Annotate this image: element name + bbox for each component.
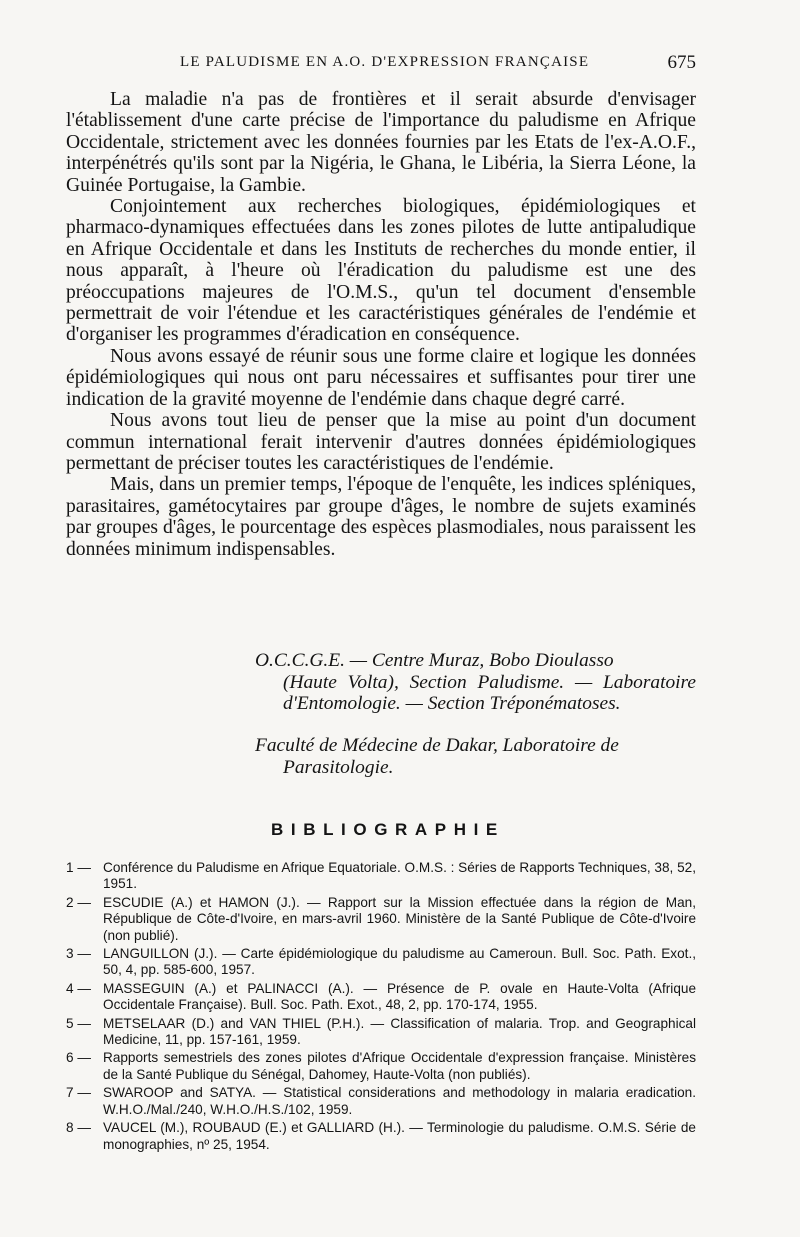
paragraph: La maladie n'a pas de frontières et il serait absurde d'envisager l'établissement d'une carte précise de l'importance du paludisme en Afrique Occidentale, strictement avec les données fournies par les Etats de l'ex-A.O.F., interpénétrés qu'ils sont par la Nigéria, le Ghana, le Libéria, la Sierra Léone, la Guinée Portugaise, la Gambie. — [66, 89, 696, 196]
entry-text: Rapports semestriels des zones pilotes d'Afrique Occidentale d'expression française. Ministères de la Santé Publique du Sénégal, Dahomey, Haute-Volta (non publiés). — [103, 1050, 696, 1082]
bibliography-entry — [66, 895, 696, 944]
bibliography-list — [66, 860, 696, 1155]
entry-number: 7 — — [66, 1085, 91, 1101]
body-text — [66, 89, 696, 560]
entry-number: 5 — — [66, 1015, 91, 1031]
entry-number: 2 — — [66, 894, 91, 910]
entry-number: 8 — — [66, 1120, 91, 1136]
bibliography-entry — [66, 860, 696, 893]
affiliation — [255, 735, 696, 778]
bibliography-entry — [66, 981, 696, 1014]
paragraph: Nous avons tout lieu de penser que la mise au point d'un document commun international ferait intervenir d'autres données épidémiologiques permettant de préciser toutes les caractéristiques de l'endémie. — [66, 410, 696, 474]
affiliation-first-line: O.C.C.G.E. — Centre Muraz, Bobo Dioulasso — [255, 650, 614, 671]
affiliation-continuation: Parasitologie. — [283, 756, 394, 778]
bibliography-entry — [66, 1085, 696, 1118]
entry-text: VAUCEL (M.), ROUBAUD (E.) et GALLIARD (H.). — Terminologie du paludisme. O.M.S. Série de monographies, nº 25, 1954. — [103, 1120, 696, 1152]
entry-text: METSELAAR (D.) and VAN THIEL (P.H.). — Classification of malaria. Trop. and Geographical Medicine, 11, pp. 157-161, 1959. — [103, 1015, 696, 1048]
entry-text: ESCUDIE (A.) et HAMON (J.). — Rapport sur la Mission effectuée dans la région de Man, République de Côte-d'Ivoire, en mars-avril 1960. Ministère de la Santé Publique de Côte-d'Ivoire (non publié). — [103, 894, 696, 943]
affiliation-continuation: (Haute Volta), Section Paludisme. — Laboratoire d'Entomologie. — Section Tréponématoses. — [283, 671, 696, 715]
running-title: LE PALUDISME EN A.O. D'EXPRESSION FRANÇAISE — [180, 54, 590, 70]
bibliography-entry — [66, 1120, 696, 1153]
bibliography-heading: BIBLIOGRAPHIE — [271, 820, 505, 839]
bibliography-entry — [66, 1050, 696, 1083]
bibliography-entry — [66, 946, 696, 979]
paragraph: Nous avons essayé de réunir sous une forme claire et logique les données épidémiologiques qui nous ont paru nécessaires et suffisantes pour tirer une indication de la gravité moyenne de l'endémie dans chaque degré carré. — [66, 345, 696, 410]
entry-text: Conférence du Paludisme en Afrique Equatoriale. O.M.S. : Séries de Rapports Techniques, 38, 52, 1951. — [103, 860, 696, 892]
running-header — [66, 52, 696, 76]
paragraph: Mais, dans un premier temps, l'époque de l'enquête, les indices spléniques, parasitaires, gamétocytaires par groupe d'âges, le nombre de sujets examinés par groupes d'âges, le pourcentage des espèces plasmodiales, nous paraissent les données minimum indispensables. — [66, 474, 696, 560]
entry-text: LANGUILLON (J.). — Carte épidémiologique du paludisme au Cameroun. Bull. Soc. Path. Exot., 50, 4, pp. 585-600, 1957. — [103, 946, 696, 978]
affiliation — [255, 650, 696, 715]
entry-number: 3 — — [66, 946, 91, 962]
bibliography-entry — [66, 1016, 696, 1049]
paragraph: Conjointement aux recherches biologiques, épidémiologiques et pharmaco-dynamiques effectuées dans les zones pilotes de lutte antipaludique en Afrique Occidentale et dans les Instituts de recherches du monde entier, il nous apparaît, à l'heure où l'éradication du paludisme est une des préoccupations majeures de l'O.M.S., qu'un tel document d'ensemble permettrait de voir l'étendue et les caractéristiques générales de l'endémie et d'organiser les programmes d'éradication en conséquence. — [66, 196, 696, 346]
page-number: 675 — [667, 52, 696, 73]
affiliation-first-line: Faculté de Médecine de Dakar, Laboratoire de — [255, 735, 619, 756]
entry-number: 4 — — [66, 980, 91, 996]
entry-number: 6 — — [66, 1050, 91, 1066]
entry-number: 1 — — [66, 860, 91, 875]
entry-text: SWAROOP and SATYA. — Statistical considerations and methodology in malaria eradication. W.H.O./Mal./240, W.H.O./H.S./102, 1959. — [103, 1085, 696, 1117]
entry-text: MASSEGUIN (A.) et PALINACCI (A.). — Présence de P. ovale en Haute-Volta (Afrique Occidentale Française). Bull. Soc. Path. Exot., 48, 2, pp. 170-174, 1955. — [103, 980, 696, 1013]
